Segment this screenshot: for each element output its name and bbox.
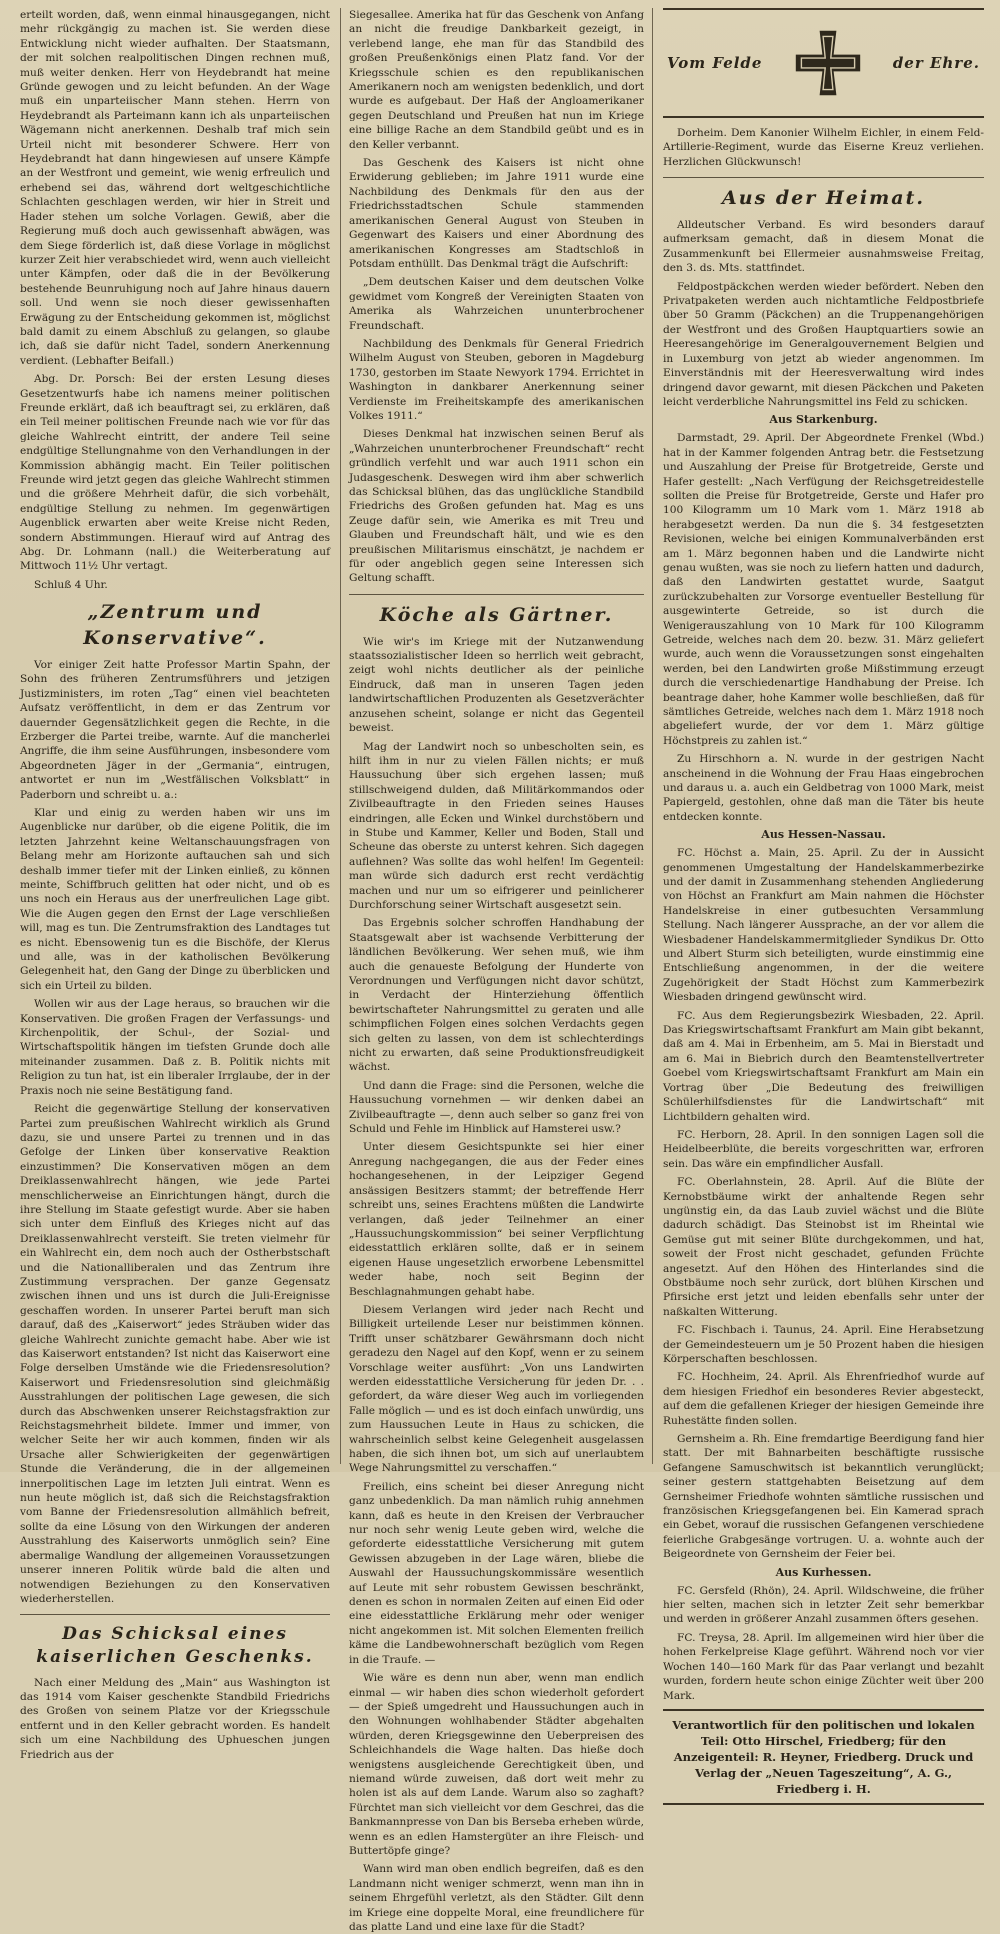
article-paragraph: Das Ergebnis solcher schroffen Handhabung der Staatsgewalt aber ist wachsende Verbitterung der ländlichen Bevölkerung. Wer sehen muß, wie ihm auch die genaueste Befolgung der Hunderte von Verordnungen und Verfügungen nicht davor schützt, in Verdacht der Hinterziehung öffentlich bewirtschafteter Nahrungsmittel zu geraten und alle schimpflichen Folgen eines solchen Verdachts gegen sich gelten zu lassen, von dem ist schlechterdings nicht zu erwarten, daß seine Produktionsfreudigkeit wächst.: [349, 917, 644, 1074]
column-middle: [340, 8, 644, 1934]
article-paragraph: Wollen wir aus der Lage heraus, so brauchen wir die Konservativen. Die großen Fragen der Verfassungs- und Kirchenpolitik, der Schul-, der Sozial- und Wirtschaftspolitik hängen im tiefsten Grunde doch alle miteinander zusammen. Daß z. B. Politik nichts mit Religion zu tun hat, ist ein liberaler Irrglaube, der in der Praxis noch nie seine Bestätigung fand.: [20, 998, 330, 1097]
imprint-footer: Verantwortlich für den politischen und lokalen Teil: Otto Hirschel, Friedberg; für den Anzeigenteil: R. Heyner, Friedberg. Druck und Verlag der „Neuen Tageszeitung“, A. G., Friedberg i. H.: [663, 1709, 984, 1805]
news-item: FC. Herborn, 28. April. In den sonnigen Lagen soll die Heidelbeerblüte, die bereits vorgeschritten war, erfroren sein. Das wäre ein empfindlicher Ausfall.: [663, 1128, 984, 1170]
section-hessen-nassau: Aus Hessen-Nassau.: [761, 828, 886, 842]
banner-left-text: Vom Felde: [667, 53, 763, 72]
headline-koeche: Köche als Gärtner.: [379, 603, 614, 626]
banner-vom-felde: [663, 8, 984, 118]
section-kurhessen: Aus Kurhessen.: [775, 1565, 872, 1579]
session-close: Schluß 4 Uhr.: [34, 578, 108, 591]
news-item: FC. Oberlahnstein, 28. April. Auf die Blüte der Kernobstbäume wirkt der anhaltende Regen sehr ungünstig ein, da das Laub zuviel wächst und die Blüte dadurch schädigt. Das Steinobst ist im Rheintal wie Gemüse gut mit seiner Blüte durchgekommen, und hat, soweit der Frost nicht geschadet, gefunden Früchte angesetzt. Auf den Höhen des Hinterlandes sind die Obstbäume noch sehr zurück, dort blühen Kirschen und Pfirsiche erst jetzt und leiden ebenfalls sehr unter der naßkalten Witterung.: [663, 1176, 984, 1318]
iron-cross-icon: [793, 28, 863, 98]
quote-paragraph: Nachbildung des Denkmals für General Friedrich Wilhelm August von Steuben, geboren in Magdeburg 1730, gestorben im Staate Newyork 1794. Errichtet in Washington in dankbarer Anerkennung seiner Verdienste im Freiheitskampfe des amerikanischen Volkes 1911.“: [349, 337, 644, 422]
article-paragraph: Dieses Denkmal hat inzwischen seinen Beruf als „Wahrzeichen ununterbrochener Freundschaft“ recht gründlich verfehlt und war auch 1911 schon ein Judasgeschenk. Deswegen wird ihm aber schwerlich das Schicksal blühen, das das unglückliche Standbild Friedrichs des Großen gefunden hat. Mag es uns Zeuge dafür sein, wie Amerika es mit Treu und Glauben und Freundschaft hält, und wie es den preußischen Militarismus einschätzt, je nachdem er für oder angeblich gegen seine Interessen sich Geltung schafft.: [349, 428, 644, 585]
quote-paragraph: „Dem deutschen Kaiser und dem deutschen Volke gewidmet vom Kongreß der Vereinigten Staaten von Amerika als Wahrzeichen ununterbrochener Freundschaft.: [349, 276, 644, 332]
headline-zentrum: „Zentrum und Konservative“.: [83, 601, 267, 650]
divider: [20, 1614, 330, 1615]
headline-schicksal: Das Schicksal eines kaiserlichen Geschenks.: [36, 1624, 314, 1668]
article-paragraph: Unter diesem Gesichtspunkte sei hier einer Anregung nachgegangen, die aus der Feder eines hochangesehenen, in der Leipziger Gegend ansässigen Besitzers stammt; der betreffende Herr schreibt uns, seines Erachtens müßten die Landwirte verlangen, daß jeder Teilnehmer an einer „Haussuchungskommission“ bei seiner Verpflichtung eidesstattlich erklären sollte, daß er in seinem eigenen Hause ungesetzlich erworbene Lebensmittel weder habe, noch seit Beginn der Beschlagnahmungen gehabt habe.: [349, 1141, 644, 1298]
news-item: FC. Höchst a. Main, 25. April. Zu der in Aussicht genommenen Umgestaltung der Handelskammerbezirke und der damit in Zusammenhang stehenden Angliederung von Höchst an Frankfurt am Main nahmen die Höchster Handelskreise in einer gutbesuchten Versammlung Stellung. Nach längerer Aussprache, an der vor allem die Wiesbadener Handelskammermitglieder Syndikus Dr. Otto und Albert Sturm sich beteiligten, wurde einstimmig eine Entschließung angenommen, in der die weitere Zugehörigkeit der Stadt Höchst zum Kammerbezirk Wiesbaden dringend gewünscht wird.: [663, 847, 984, 1004]
news-item: FC. Fischbach i. Taunus, 24. April. Eine Herabsetzung der Gemeindesteuern um je 50 Prozent haben die hiesigen Körperschaften beschlossen.: [663, 1324, 984, 1366]
article-paragraph: Reicht die gegenwärtige Stellung der konservativen Partei zum preußischen Wahlrecht wirklich als Grund dazu, sie und unsere Partei zu trennen und in das Gefolge der Linken über konservative Reaktion einzustimmen? Die Konservativen mögen an dem Dreiklassenwahlrecht hängen, wie jede Partei menschlicherweise an Einrichtungen hängt, durch die ihre Stellung im Staate gefestigt wurde. Aber sie haben sich unter dem Einfluß des Krieges nicht auf das Dreiklassenwahlrecht versteift. Sie treten vielmehr für ein Wahlrecht ein, dem noch auch der Ostherbstschaft und die Nationalliberalen und das Zentrum ihre Zustimmung versprachen. Der ganze Gegensatz zwischen ihnen und uns ist durch die Juli-Ereignisse geschaffen worden. In unserer Partei beruft man sich darauf, daß des „Kaiserwort“ jedes Sträuben wider das gleiche Wahlrecht zunichte gemacht habe. Aber wie ist das Kaiserwort entstanden? Ist nicht das Kaiserwort eine Folge derselben Umstände wie die Friedensresolution? Kaiserwort und Friedensresolution sind gleichmäßig Ausstrahlungen der politischen Lage gewesen, die sich durch das Abschwenken unserer Reichstagsfraktion zur Reichstagsmehrheit bildete. Immer und immer, von welcher Seite her wir auch kommen, finden wir als Ursache aller Schwierigkeiten der gegenwärtigen Stunde die Veränderung, die in der allgemeinen innerpolitischen Lage im letzten Juli eintrat. Wenn es nun heute möglich ist, daß sich die Reichstagsfraktion vom Banne der Friedensresolution allmählich befreit, sollte da eine Lösung von den Wirkungen der anderen Ausstrahlung des Kaiserworts unmöglich sein? Eine abermalige Wandlung der allgemeinen Voraussetzungen unserer inneren Politik würde bald die alten und notwendigen Beziehungen zu den Konservativen wiederherstellen.: [20, 1103, 330, 1605]
article-continuation: Siegesallee. Amerika hat für das Geschenk von Anfang an nicht die freudige Dankbarkeit gezeigt, in verlebend lange, ehe man für das Standbild des großen Preußenkönigs einen Platz fand. Vor der Kriegsschule schien es den republikanischen Amerikanern noch am wenigsten bedenklich, und dort wurde es aufgebaut. Der Haß der Angloamerikaner gegen Deutschland und Preußen hat nun im Kriege eine billige Rache an dem Standbild geübt und es in den Keller verbannt.: [349, 9, 644, 151]
news-item: FC. Gersfeld (Rhön), 24. April. Wildschweine, die früher hier selten, machen sich in letzter Zeit sehr bemerkbar und werden in größerer Anzahl zusammen öfters gesehen.: [663, 1584, 984, 1626]
article-paragraph: Mag der Landwirt noch so unbescholten sein, es hilft ihm in nur zu vielen Fällen nichts; er muß Haussuchung über sich ergehen lassen; muß stillschweigend dulden, daß Militärkommandos oder Zivilbeauftragte in den Frieden seines Hauses eindringen, alle Ecken und Winkel durchstöbern und in Stube und Kammer, Keller und Boden, Stall und Scheune das oberste zu unterst kehren. Sich dagegen auflehnen? Was sollte das wohl helfen! Im Gegenteil: man würde sich dadurch erst recht verdächtig machen und nur um so eifrigerer und peinlicherer Durchforschung seiner Wirtschaft ausgesetzt sein.: [349, 740, 644, 911]
news-item: FC. Treysa, 28. April. Im allgemeinen wird hier über die hohen Ferkelpreise Klage geführt. Während noch vor vier Wochen 140—160 Mark für das Paar verlangt und bezahlt wurden, fordern heute schon einige Züchter weit über 200 Mark.: [663, 1631, 984, 1702]
news-item: Alldeutscher Verband. Es wird besonders darauf aufmerksam gemacht, daß in diesem Monat die Zusammenkunft bei Ellermeier ausnahmsweise Freitag, den 3. ds. Mts. stattfindet.: [663, 219, 984, 275]
news-item: Zu Hirschhorn a. N. wurde in der gestrigen Nacht anscheinend in die Wohnung der Frau Haas eingebrochen und daraus u. a. auch ein Geldbetrag von 1000 Mark, meist Papiergeld, gestohlen, ohne daß man die Täter bis heute entdecken konnte.: [663, 753, 985, 823]
article-paragraph: Wann wird man oben endlich begreifen, daß es den Landmann nicht weniger schmerzt, wenn man ihn in seinem Ehrgefühl verletzt, als den Städter. Gilt denn im Kriege eine doppelte Moral, eine freundlichere für das platte Land und eine laxe für die Stadt?: [349, 1863, 644, 1934]
news-item: Dorheim. Dem Kanonier Wilhelm Eichler, in einem Feld-Artillerie-Regiment, wurde das Eiserne Kreuz verliehen. Herzlichen Glückwunsch!: [663, 127, 984, 168]
news-item: FC. Hochheim, 24. April. Als Ehrenfriedhof wurde auf dem hiesigen Friedhof ein besonderes Revier abgesteckt, auf dem die gefallenen Krieger der hiesigen Gemeinde ihre Ruhestätte finden sollen.: [663, 1371, 984, 1427]
news-item: Darmstadt, 29. April. Der Abgeordnete Frenkel (Wbd.) hat in der Kammer folgenden Antrag betr. die Festsetzung und Auszahlung der Preise für Brotgetreide, Gerste und Hafer gestellt: „Nach Verfügung der Reichsgetreidestelle sollten die Preise für Brotgetreide, Gerste und Hafer pro 100 Kilogramm um 10 Mark vom 1. März 1918 ab herabgesetzt werden. Da nun die §. 34 festgesetzten Revisionen, welche bei einigen Kommunalverbänden erst am 1. März begonnen haben und die Landwirte nicht genau wußten, was sie noch zu liefern hatten und dadurch, daß den Landwirten gestattet wurde, Saatgut zurückzubehalten zur Vorsorge eventueller Bestellung für ausgewinterte Getreide, so ist durch die Wenigerauszahlung von 10 Mark für 100 Kilogramm Getreide, welches nach dem 20. bezw. 31. März geliefert wurde, auch wenn die Voraussetzungen sonst eingehalten werden, bei den Landwirten große Mißstimmung erzeugt durch die verschiedenartige Handhabung der Preise. Ich beantrage daher, hohe Kammer wolle beschließen, daß für sämtliches Getreide, welches nach dem 1. März 1918 noch abgeliefert wurde, der vor dem 1. März gültige Höchstpreis zu zahlen ist.“: [663, 432, 984, 747]
article-paragraph: Das Geschenk des Kaisers ist nicht ohne Erwiderung geblieben; im Jahre 1911 wurde eine Nachbildung des Denkmals für den aus der Friedrichsstadtschen Schule stammenden amerikanischen General August von Steuben in Gegenwart des Kaisers und einer Abordnung des amerikanischen Kongresses am Stadtschloß in Potsdam enthüllt. Das Denkmal trägt die Aufschrift:: [349, 157, 644, 270]
column-left: [20, 8, 330, 1761]
article-paragraph: Freilich, eins scheint bei dieser Anregung nicht ganz unbedenklich. Da man nämlich ruhig annehmen kann, daß es heute in den Kreisen der Verbraucher nur noch sehr wenig Leute geben wird, welche die geforderte eidesstattliche Versicherung mit gutem Gewissen abzugeben in der Lage wären, bliebe die Auswahl der Haussuchungskommissäre wesentlich auf Leute mit sehr robustem Gewissen beschränkt, denen es schon in normalen Zeiten auf einen Eid oder eine eidesstattliche Erklärung mehr oder weniger nicht angekommen ist. Mit solchen Elementen freilich käme die Landbewohnerschaft bezüglich vom Regen in die Traufe. —: [349, 1480, 644, 1666]
article-paragraph: Wie wir's im Kriege mit der Nutzanwendung staatssozialistischer Ideen so herrlich weit gebracht, zeigt wohl nichts deutlicher als der peinliche Eindruck, daß man in unseren Tagen jeden landwirtschaftlichen Produzenten als Gesetzverächter anzusehen scheint, solange er nicht das Gegenteil beweist.: [349, 635, 644, 735]
article-paragraph: Klar und einig zu werden haben wir uns im Augenblicke nur darüber, ob die eigene Politik, die im letzten Jahrzehnt keine Weltanschauungsfragen von Belang mehr am Horizonte auftauchen sah und sich deshalb immer tiefer mit der Linken einließ, zu können meinte, Schiffbruch gelitten hat oder nicht, und ob es uns noch ein Heraus aus der unerfreulichen Lage gibt. Wie die Augen gegen den Ernst der Lage verschließen will, mag es tun. Die Zentrumsfraktion des Landtages tut es nicht. Ebensowenig tun es die Bischöfe, der Klerus und alle, was in der katholischen Bevölkerung Gelegenheit hat, den Gang der Dinge zu überblicken und sich ein Urteil zu bilden.: [20, 806, 330, 992]
article-paragraph: Und dann die Frage: sind die Personen, welche die Haussuchung vornehmen — wir denken dabei an Zivilbeauftragte —, denn auch selber so ganz frei von Schuld und Fehle im Hinblick auf Hamsterei usw.?: [349, 1079, 644, 1136]
news-item: Feldpostpäckchen werden wieder befördert. Neben den Privatpaketen werden auch nichtamtliche Feldpostbriefe über 50 Gramm (Päckchen) an die Truppenangehörigen der Westfront und des Großen Hauptquartiers sowie an Heeresangehörige im Generalgouvernement Belgien und in Luxemburg von jetzt ab wieder angenommen. Im Einverständnis mit der Heeresverwaltung wird indes dringend davor gewarnt, mit diesen Päckchen und Paketen leicht verderbliche Nahrungsmittel ins Feld zu schicken.: [663, 280, 984, 408]
news-item: FC. Aus dem Regierungsbezirk Wiesbaden, 22. April. Das Kriegswirtschaftsamt Frankfurt am Main gibt bekannt, daß am 4. Mai in Erbenheim, am 5. Mai in Bierstadt und am 6. Mai in Biebrich durch den Beamtenstellvertreter Goebel vom Kriegswirtschaftsamt Frankfurt am Main ein Vortrag über „Die Bedeutung des freiwilligen Schülerhilfsdienstes für die Landwirtschaft“ mit Lichtbildern gehalten wird.: [663, 1009, 984, 1123]
article-continuation: erteilt worden, daß, wenn einmal hinausgegangen, nicht mehr rückgängig zu machen ist. Sie werden diese Entwicklung nicht wieder aufhalten. Der Staatsmann, der mit solchen realpolitischen Dingen rechnen muß, muß weiter denken. Herr von Heydebrandt hat meine Gründe gewogen und zu leicht befunden. An der Wage muß ein unparteiischer Mann stehen. Herrn von Heydebrandt als Parteimann kann ich als unparteiischen Wägemann nicht anerkennen. Deshalb traf mich sein Urteil nicht mit besonderer Schwere. Herr von Heydebrandt hat dann hingewiesen auf unsere Kämpfe an der Westfront und gemeint, wie wenig erfreulich und erhebend sei das, während dort weltgeschichtliche Schlachten geschlagen werden, wir hier in Streit und Hader stehen um solche Vorlagen. Gewiß, aber die Regierung muß doch auch gewissenhaft abwägen, was dem Siege förderlich ist, daß diese Vorlage in möglichst kurzer Zeit hier verabschiedet wird, wenn auch vielleicht unter Kämpfen, oder daß die in der Bevölkerung bestehende Beunruhigung noch auf Jahre hinaus dauern soll. Und wenn sie noch dieser gewissenhaften Erwägung zu der Entscheidung gekommen ist, möglichst bald damit zu einem Abschluß zu gelangen, so glaube ich, daß sie dafür nicht Tadel, sondern Anerkennung verdient. (Lebhafter Beifall.): [20, 9, 330, 367]
divider: [663, 177, 984, 178]
speech-paragraph: Abg. Dr. Porsch: Bei der ersten Lesung dieses Gesetzentwurfs habe ich namens meiner politischen Freunde erklärt, daß ich beauftragt sei, zu erklären, daß ein Teil meiner politischen Freunde nach wie vor für das gleiche Wahlrecht eintritt, der andere Teil seine endgültige Stellungnahme von den Verhandlungen in der Kommission abhängig macht. Ein Teiler politischen Freunde wird jetzt gegen das gleiche Wahlrecht stimmen und die größere Mehrheit dafür, die sich vorbehält, endgültige Stellung zu nehmen. Im gegenwärtigen Augenblick erwarten aber weite Kreise nicht Reden, sondern Abstimmungen. Hierauf wird auf Antrag des Abg. Dr. Lohmann (nall.) die Weiterberatung auf Mittwoch 11½ Uhr vertagt.: [20, 373, 330, 573]
banner-right-text: der Ehre.: [892, 53, 980, 72]
article-paragraph: Wie wäre es denn nun aber, wenn man endlich einmal — wir haben dies schon wiederholt gefordert — der Spieß umgedreht und Haussuchungen auch in den Wohnungen wohlhabender Städter abgehalten würden, deren Kriegsgewinne den Ueberpreisen des Schleichhandels die Wage halten. Das hieße doch wenigstens ausgleichende Gerechtigkeit üben, und niemand würde zuweisen, daß dort weit mehr zu holen ist als auf dem Lande. Warum also so zaghaft? Fürchtet man sich vielleicht vor dem Geschrei, das die Bankmannpresse von Dan bis Berseba erheben würde, wenn es an edlen Hamstergüter an ihre Fleisch- und Buttertöpfe ginge?: [349, 1672, 644, 1857]
article-paragraph: Nach einer Meldung des „Main“ aus Washington ist das 1914 vom Kaiser geschenkte Standbild Friedrichs des Großen von seinem Platze vor der Kriegsschule entfernt und in den Keller gebracht worden. Es handelt sich um eine Nachbildung des Uphueschen jungen Friedrich aus der: [20, 1676, 330, 1761]
headline-heimat: Aus der Heimat.: [722, 187, 925, 210]
section-starkenburg: Aus Starkenburg.: [769, 413, 878, 427]
news-item: Gernsheim a. Rh. Eine fremdartige Beerdigung fand hier statt. Der mit Bahnarbeiten beschäftigte russische Gefangene Samuschwitsch ist bekanntlich verunglückt; seiner gestern stattgehabten Beisetzung auf dem Gernsheimer Friedhofe wohnten sämtliche russischen und französischen Kriegsgefangenen bei. Ein Kamerad sprach ein Gebet, worauf die russischen Gefangenen verschiedene feierliche Grabgesänge vortrugen. U. a. wohnte auch der Beigeordnete von Gernsheim der Feier bei.: [663, 1433, 984, 1561]
article-paragraph: Vor einiger Zeit hatte Professor Martin Spahn, der Sohn des früheren Zentrumsführers und jetzigen Justizministers, im roten „Tag“ einen viel beachteten Aufsatz veröffentlicht, in dem er das Zentrum vor dauernder Gegensätzlichkeit gegen die Rechte, in die Erzberger die Partei treibe, warnte. Auf die mancherlei Angriffe, die ihm seine Ausführungen, insbesondere vom Abgeordneten Jäger in der „Germania“, eintrugen, antwortet er nun im „Westfälischen Volksblatt“ in Paderborn und schreibt u. a.:: [20, 658, 330, 801]
article-paragraph: Diesem Verlangen wird jeder nach Recht und Billigkeit urteilende Leser nur beistimmen können. Trifft unser schätzbarer Gewährsmann doch nicht geradezu den Nagel auf den Kopf, wenn er zu seinem Vorschlage weiter ausführt: „Von uns Landwirten werden eidesstattliche Versicherung für jeden Dr. . . gefordert, da wäre dieser Weg auch im vorliegenden Falle möglich — und es ist doch einfach unwürdig, uns zum Haussuchen Leute in Haus zu schicken, die wahrscheinlich selbst keine Gelegenheit ausgelassen haben, die sich ihnen bot, um sich auf unerlaubtem Wege Nahrungsmittel zu verschaffen.“: [349, 1303, 644, 1475]
divider: [349, 594, 644, 595]
column-right: [652, 8, 985, 1797]
